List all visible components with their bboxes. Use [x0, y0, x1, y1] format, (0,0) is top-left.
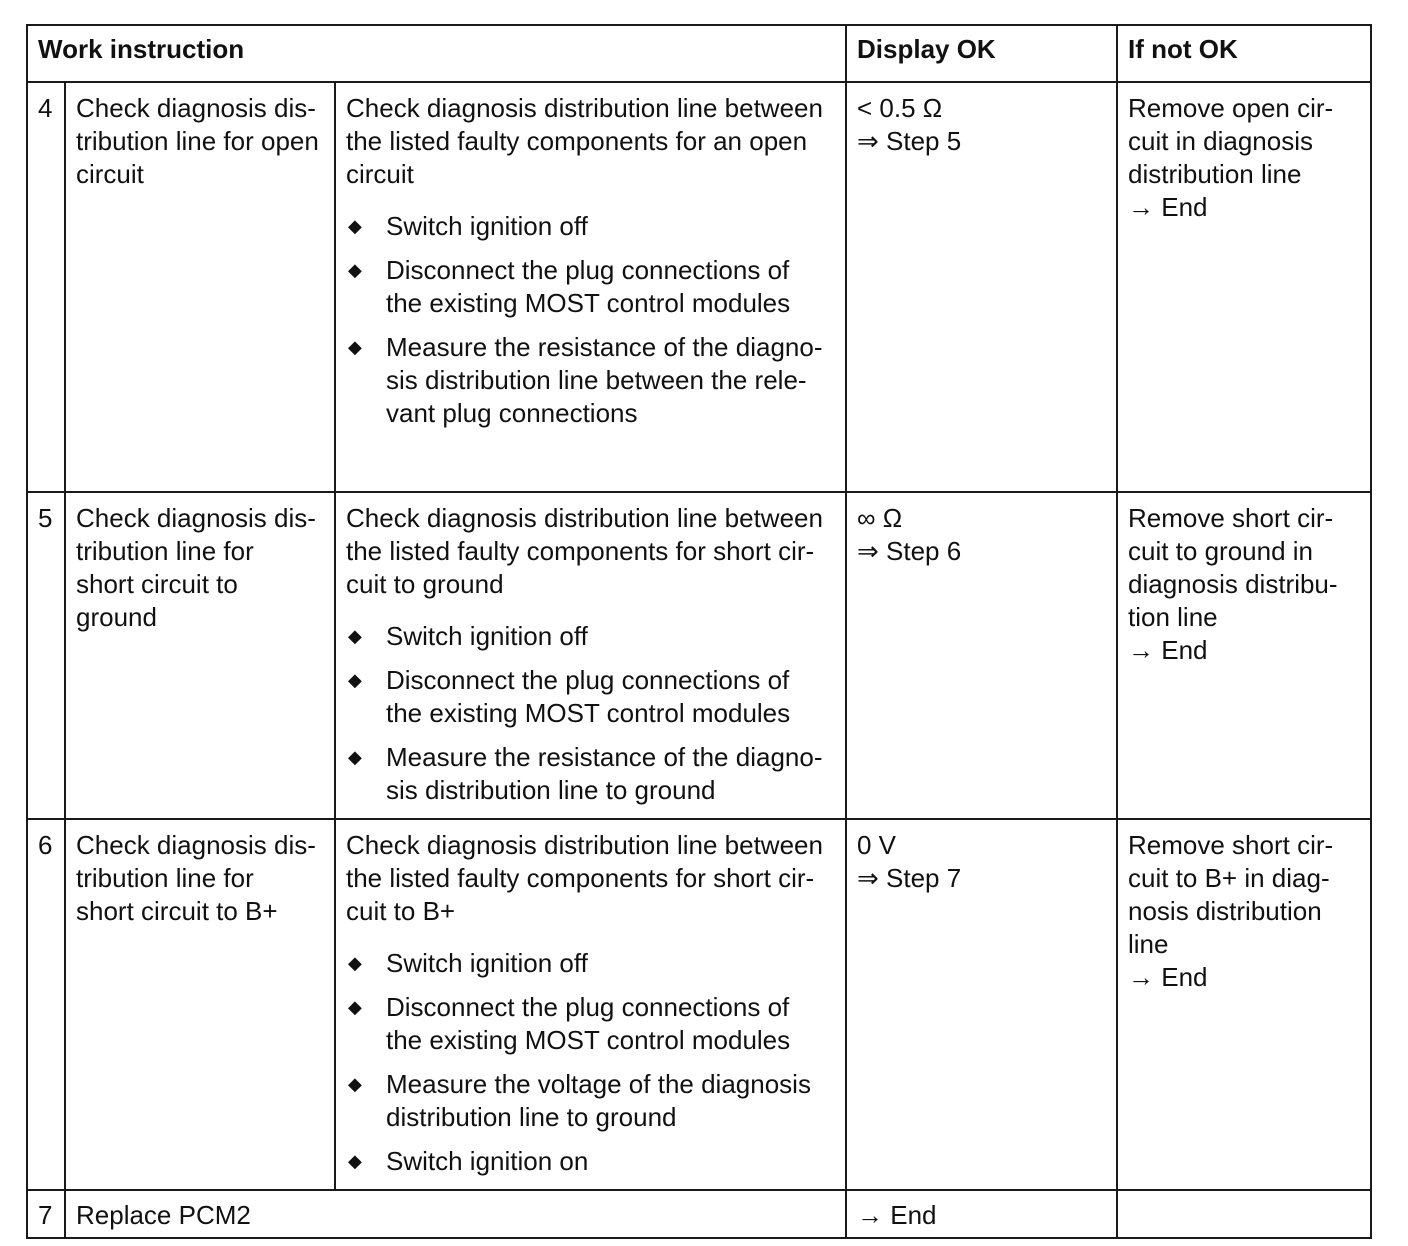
- diamond-bullet-icon: ◆: [348, 626, 362, 646]
- step-title: Check diagnosis dis- tribution line for open circuit: [65, 82, 335, 492]
- list-item: ◆ Measure the voltage of the diagnosis distribution line to ground: [348, 1069, 811, 1132]
- if-not-ok-cell: Remove short cir- cuit to ground in diagnosis distribu- tion line → End: [1117, 492, 1371, 819]
- step-instruction: Check diagnosis distribution line between the listed faulty components for short cir- cuit to ground ◆ Switch ignition off ◆ Disconnect the plug connections of the existing MOST control modules ◆ Measure the resistance of the diagno- sis distribution line to ground: [335, 492, 846, 819]
- diamond-bullet-icon: ◆: [348, 997, 362, 1017]
- header-work-instruction: Work instruction: [27, 25, 846, 82]
- if-not-ok-cell: Remove short cir- cuit to B+ in diag- nosis distribution line → End: [1117, 819, 1371, 1190]
- header-display-ok: Display OK: [846, 25, 1117, 82]
- table-row: [27, 492, 1371, 819]
- display-ok-next: ⇒ Step 7: [857, 863, 962, 893]
- if-not-ok-cell: [1117, 1190, 1371, 1238]
- if-not-ok-next: → End: [1128, 962, 1208, 992]
- display-ok-cell: [846, 819, 1117, 1190]
- display-ok-value: < 0.5 Ω: [857, 93, 943, 123]
- display-ok-cell: [846, 492, 1117, 819]
- list-item: ◆ Switch ignition off: [348, 621, 588, 651]
- bullet-list: [346, 620, 835, 807]
- step-number: 4: [27, 82, 65, 492]
- table-row: [27, 82, 1371, 492]
- step-number: 5: [27, 492, 65, 819]
- diamond-bullet-icon: ◆: [348, 1151, 362, 1171]
- display-ok-cell: [846, 82, 1117, 492]
- list-item: ◆ Measure the resistance of the diagno- sis distribution line to ground: [348, 742, 823, 805]
- header-if-not-ok: If not OK: [1117, 25, 1371, 82]
- display-ok-value: 0 V: [857, 830, 897, 860]
- step-title: Replace PCM2: [65, 1190, 846, 1238]
- bullet-list: [346, 210, 835, 430]
- list-item: ◆ Disconnect the plug connections of the existing MOST control modules: [348, 992, 791, 1055]
- diamond-bullet-icon: ◆: [348, 1074, 362, 1094]
- step-title: Check diagnosis dis- tribution line for short circuit to B+: [65, 819, 335, 1190]
- diamond-bullet-icon: ◆: [348, 953, 362, 973]
- if-not-ok-next: → End: [1128, 635, 1208, 665]
- list-item: ◆ Switch ignition off: [348, 948, 588, 978]
- if-not-ok-next: → End: [1128, 192, 1208, 222]
- display-ok-next: ⇒ Step 5: [857, 126, 962, 156]
- list-item: ◆ Switch ignition off: [348, 211, 588, 241]
- table-row: [27, 1190, 1371, 1238]
- if-not-ok-cell: Remove open cir- cuit in diagnosis distribution line → End: [1117, 82, 1371, 492]
- list-item: ◆ Disconnect the plug connections of the existing MOST control modules: [348, 255, 791, 318]
- display-ok-next: ⇒ Step 6: [857, 536, 962, 566]
- step-instruction: Check diagnosis distribution line between the listed faulty components for an open circuit ◆ Switch ignition off ◆ Disconnect the plug connections of the existing MOST control modules ◆ Measure the resistance of the diagno- sis distribution line between the rele- vant plug connections: [335, 82, 846, 492]
- display-ok-value: ∞ Ω: [857, 503, 903, 533]
- diamond-bullet-icon: ◆: [348, 670, 362, 690]
- list-item: ◆ Measure the resistance of the diagno- sis distribution line between the rele- vant plug connections: [348, 332, 823, 428]
- step-number: 7: [27, 1190, 65, 1238]
- header-row: [27, 25, 1371, 82]
- work-instruction-table: [26, 24, 1372, 1239]
- step-instruction: Check diagnosis distribution line between the listed faulty components for short cir- cuit to B+ ◆ Switch ignition off ◆ Disconnect the plug connections of the existing MOST control modules ◆ Measure the voltage of the diagnosis distribution line to ground ◆ Switch ignition on: [335, 819, 846, 1190]
- diamond-bullet-icon: ◆: [348, 747, 362, 767]
- list-item: ◆ Disconnect the plug connections of the existing MOST control modules: [348, 665, 791, 728]
- bullet-list: [346, 947, 835, 1178]
- diamond-bullet-icon: ◆: [348, 337, 362, 357]
- table-row: [27, 819, 1371, 1190]
- step-number: 6: [27, 819, 65, 1190]
- diamond-bullet-icon: ◆: [348, 260, 362, 280]
- display-ok-next: → End: [846, 1190, 1117, 1238]
- step-title: Check diagnosis dis- tribution line for short circuit to ground: [65, 492, 335, 819]
- diamond-bullet-icon: ◆: [348, 216, 362, 236]
- list-item: ◆ Switch ignition on: [348, 1146, 589, 1176]
